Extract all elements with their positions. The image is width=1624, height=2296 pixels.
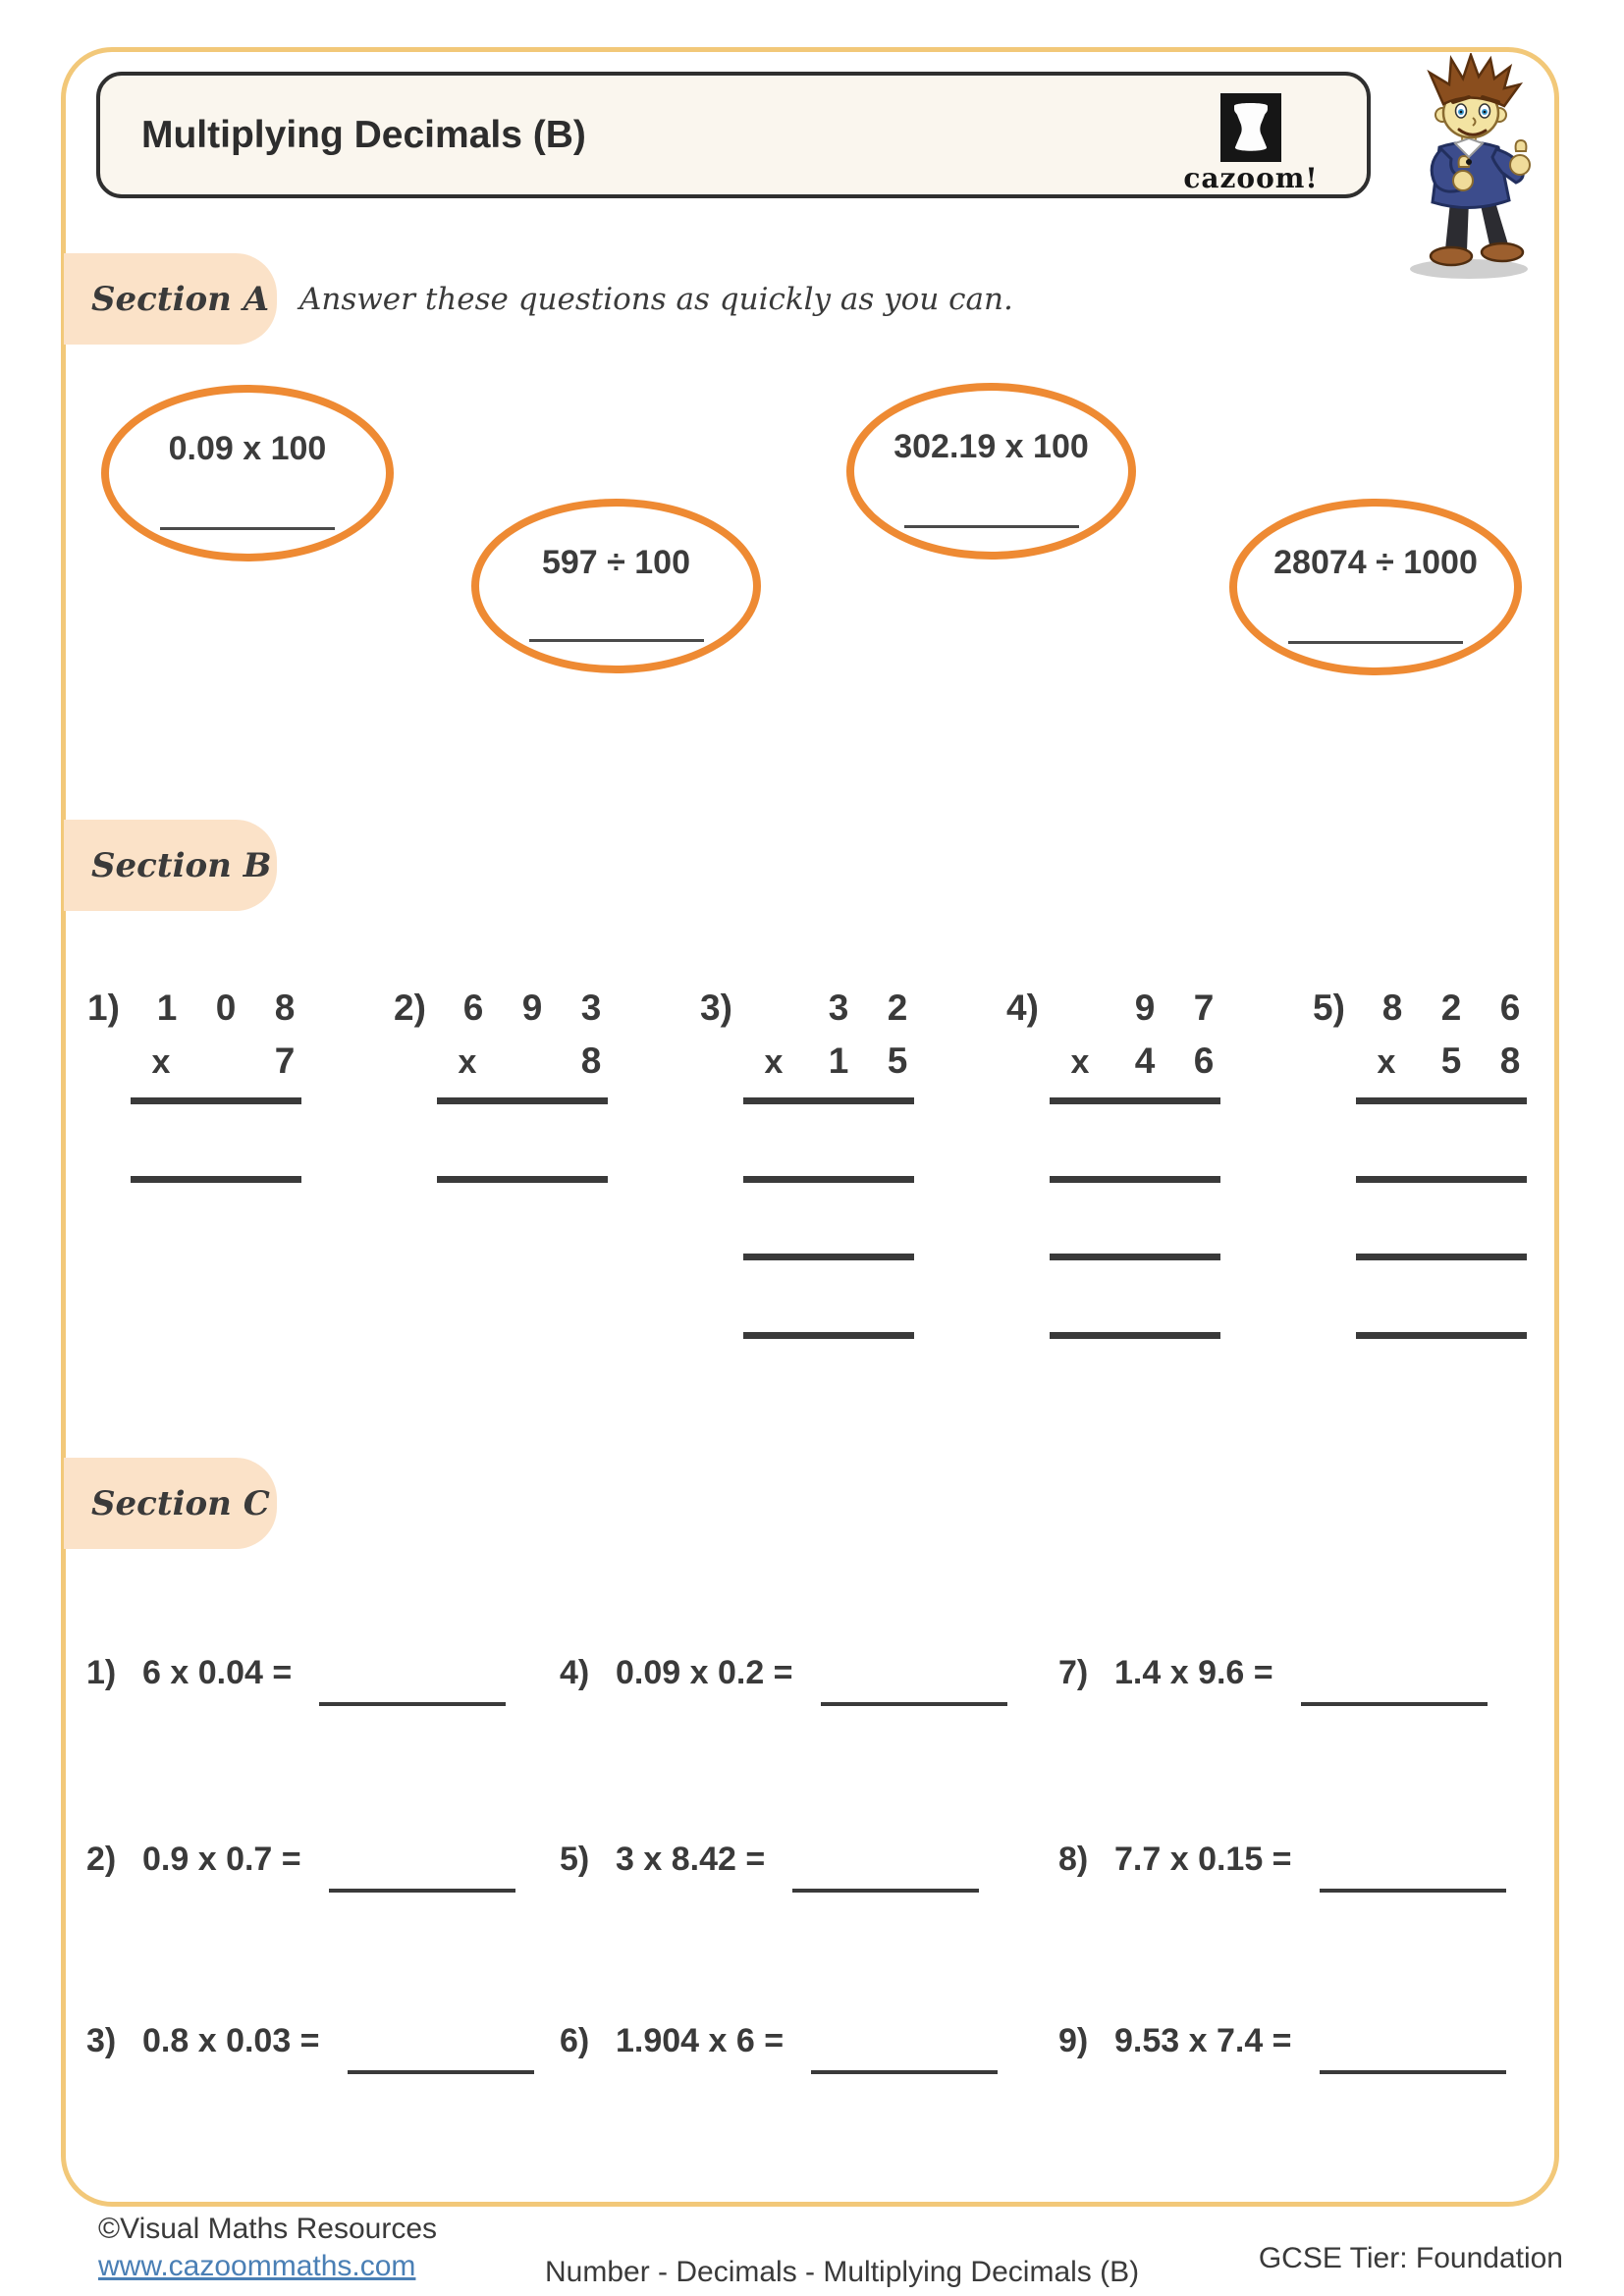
problem-number: 1) bbox=[86, 1654, 117, 1691]
problem-number: 4) bbox=[560, 1654, 590, 1691]
answer-line[interactable] bbox=[437, 1097, 608, 1104]
equation-problem bbox=[560, 1828, 979, 1879]
equation-text: 0.09 x 0.2 = bbox=[616, 1654, 793, 1691]
section-a-instruction: Answer these questions as quickly as you can. bbox=[299, 281, 1013, 317]
equation-problem bbox=[1058, 2009, 1506, 2060]
digit: 1 bbox=[156, 988, 178, 1028]
equation-problem bbox=[86, 1828, 515, 1879]
answer-line[interactable] bbox=[1050, 1332, 1220, 1339]
website-link[interactable]: www.cazoommaths.com bbox=[98, 2250, 416, 2282]
equation-problem bbox=[86, 1641, 506, 1692]
section-a-label bbox=[64, 253, 277, 345]
digit: 9 bbox=[521, 988, 543, 1028]
digit: 5 bbox=[1440, 1041, 1462, 1081]
digit: 1 bbox=[828, 1041, 849, 1081]
digit: 8 bbox=[1381, 988, 1403, 1028]
equation-text: 7.7 x 0.15 = bbox=[1114, 1841, 1292, 1878]
equation-problem bbox=[560, 1641, 1007, 1692]
answer-line[interactable] bbox=[743, 1176, 914, 1183]
digit: 3 bbox=[580, 988, 602, 1028]
multiply-sign: x bbox=[1070, 1043, 1090, 1081]
answer-line[interactable] bbox=[1356, 1176, 1527, 1183]
page-title: Multiplying Decimals (B) bbox=[141, 113, 586, 156]
answer-blank[interactable] bbox=[811, 2070, 998, 2074]
answer-blank[interactable] bbox=[821, 1702, 1007, 1706]
digit: 7 bbox=[1193, 988, 1215, 1028]
equation-problem bbox=[86, 2009, 534, 2060]
header bbox=[96, 72, 1371, 198]
equation-text: 0.8 x 0.03 = bbox=[142, 2022, 320, 2059]
equation-text: 0.9 x 0.7 = bbox=[142, 1841, 301, 1878]
answer-blank[interactable] bbox=[160, 527, 335, 530]
problem-number: 5) bbox=[560, 1841, 590, 1878]
oval-problem bbox=[1229, 499, 1522, 675]
answer-blank[interactable] bbox=[904, 525, 1079, 528]
equation-text: 9.53 x 7.4 = bbox=[1114, 2022, 1292, 2059]
section-b-title: Section B bbox=[91, 845, 272, 885]
digit: 6 bbox=[1499, 988, 1521, 1028]
answer-line[interactable] bbox=[743, 1097, 914, 1104]
multiply-sign: x bbox=[1377, 1043, 1396, 1081]
oval-expression: 28074 ÷ 1000 bbox=[1273, 544, 1478, 581]
multiply-sign: x bbox=[151, 1043, 171, 1081]
equation-text: 3 x 8.42 = bbox=[616, 1841, 766, 1878]
answer-line[interactable] bbox=[131, 1176, 301, 1183]
column-multiplication-problem bbox=[394, 985, 622, 1343]
oval-problem bbox=[846, 383, 1136, 560]
column-multiplication-problem bbox=[700, 985, 928, 1343]
answer-line[interactable] bbox=[131, 1097, 301, 1104]
answer-line[interactable] bbox=[437, 1176, 608, 1183]
problem-number: 1) bbox=[87, 988, 120, 1028]
answer-blank[interactable] bbox=[1320, 1889, 1506, 1893]
answer-line[interactable] bbox=[1050, 1254, 1220, 1260]
oval-problem bbox=[101, 385, 394, 561]
oval-expression: 302.19 x 100 bbox=[893, 428, 1089, 465]
equation-problem bbox=[560, 2009, 998, 2060]
problem-number: 9) bbox=[1058, 2022, 1089, 2059]
multiply-sign: x bbox=[764, 1043, 784, 1081]
column-multiplication-problem bbox=[87, 985, 315, 1343]
digit: 6 bbox=[462, 988, 484, 1028]
problem-number: 2) bbox=[394, 988, 426, 1028]
worksheet-breadcrumb: Number - Decimals - Multiplying Decimals (B) bbox=[545, 2256, 1140, 2288]
answer-blank[interactable] bbox=[792, 1889, 979, 1893]
answer-line[interactable] bbox=[1050, 1176, 1220, 1183]
column-multiplication-problem bbox=[1006, 985, 1234, 1343]
equation-text: 6 x 0.04 = bbox=[142, 1654, 293, 1691]
digit: 9 bbox=[1134, 988, 1156, 1028]
equation-text: 1.904 x 6 = bbox=[616, 2022, 785, 2059]
section-b-label bbox=[64, 820, 277, 911]
answer-blank[interactable] bbox=[1320, 2070, 1506, 2074]
answer-line[interactable] bbox=[1356, 1254, 1527, 1260]
oval-problem bbox=[471, 499, 761, 673]
digit: 0 bbox=[215, 988, 237, 1028]
equation-problem bbox=[1058, 1828, 1506, 1879]
oval-expression: 0.09 x 100 bbox=[168, 430, 327, 467]
tier-label: GCSE Tier: Foundation bbox=[1258, 2242, 1563, 2274]
problem-number: 8) bbox=[1058, 1841, 1089, 1878]
equation-problem bbox=[1058, 1641, 1488, 1692]
oval-expression: 597 ÷ 100 bbox=[541, 544, 690, 581]
problem-number: 2) bbox=[86, 1841, 117, 1878]
answer-blank[interactable] bbox=[319, 1702, 506, 1706]
answer-blank[interactable] bbox=[529, 639, 704, 642]
problem-number: 5) bbox=[1313, 988, 1345, 1028]
digit: 8 bbox=[274, 988, 296, 1028]
digit: 6 bbox=[1193, 1041, 1215, 1081]
answer-line[interactable] bbox=[1356, 1097, 1527, 1104]
section-c-label bbox=[64, 1458, 277, 1549]
problem-number: 7) bbox=[1058, 1654, 1089, 1691]
answer-line[interactable] bbox=[1356, 1332, 1527, 1339]
digit: 3 bbox=[828, 988, 849, 1028]
mascot-character bbox=[1392, 53, 1555, 283]
column-multiplication-problem bbox=[1313, 985, 1541, 1343]
problem-number: 6) bbox=[560, 2022, 590, 2059]
answer-blank[interactable] bbox=[329, 1889, 515, 1893]
answer-blank[interactable] bbox=[1288, 641, 1463, 644]
equation-text: 1.4 x 9.6 = bbox=[1114, 1654, 1273, 1691]
problem-number: 3) bbox=[86, 2022, 117, 2059]
section-c-title: Section C bbox=[91, 1483, 270, 1523]
answer-line[interactable] bbox=[743, 1254, 914, 1260]
problem-number: 4) bbox=[1006, 988, 1039, 1028]
answer-blank[interactable] bbox=[1301, 1702, 1488, 1706]
digit: 8 bbox=[580, 1041, 602, 1081]
answer-blank[interactable] bbox=[348, 2070, 534, 2074]
digit: 4 bbox=[1134, 1041, 1156, 1081]
digit: 8 bbox=[1499, 1041, 1521, 1081]
logo-wordmark: cazoom! bbox=[1183, 162, 1319, 194]
cazoom-logo bbox=[1182, 93, 1320, 194]
digit: 2 bbox=[887, 988, 908, 1028]
drum-icon bbox=[1220, 93, 1281, 162]
answer-line[interactable] bbox=[1050, 1097, 1220, 1104]
copyright-text: ©Visual Maths Resources bbox=[98, 2213, 438, 2245]
section-a-title: Section A bbox=[91, 279, 270, 319]
digit: 5 bbox=[887, 1041, 908, 1081]
problem-number: 3) bbox=[700, 988, 732, 1028]
multiply-sign: x bbox=[458, 1043, 477, 1081]
digit: 2 bbox=[1440, 988, 1462, 1028]
answer-line[interactable] bbox=[743, 1332, 914, 1339]
digit: 7 bbox=[274, 1041, 296, 1081]
